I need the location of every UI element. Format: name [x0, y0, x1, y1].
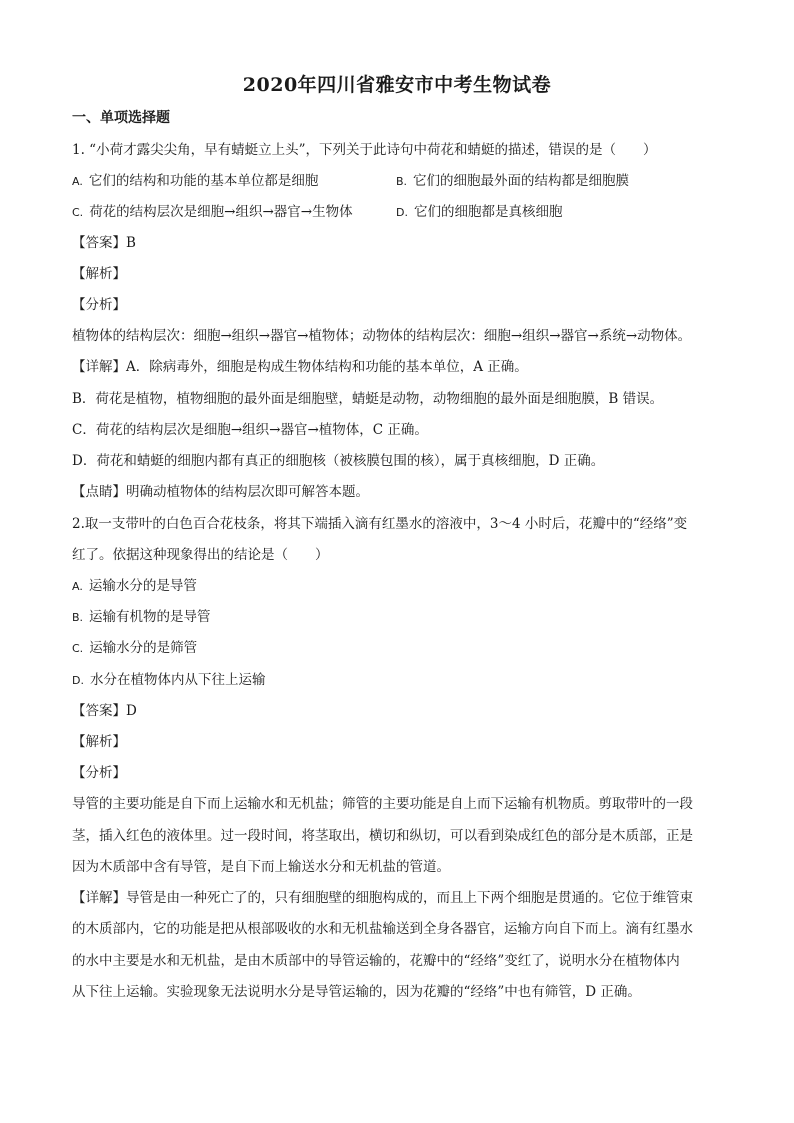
q2-option-c-letter: C.: [72, 642, 84, 655]
q2-option-d: [72, 670, 265, 691]
q1-option-b: [396, 171, 629, 192]
q1-dianjing-text: 明确动植物体的结构层次即可解答本题。: [126, 484, 369, 500]
q1-dianjing-label: 【点睛】: [72, 484, 126, 500]
q2-xiangjie-label: 【详解】: [72, 890, 126, 906]
q1-answer-value: B: [126, 235, 136, 251]
q2-option-a: [72, 576, 197, 597]
q1-xiangjie-b: B．荷花是植物，植物细胞的最外面是细胞壁，蜻蜓是动物，动物细胞的最外面是细胞膜，B 错误。: [72, 391, 664, 407]
q2-xiangjie-line-2: 的木质部内，它的功能是把从根部吸收的水和无机盐输送到全身各器官，运输方向自下而上。滴有红墨水: [72, 921, 693, 937]
q1-option-a-letter: A.: [72, 175, 83, 188]
q2-xiangjie-line-4: 从下往上运输。实验现象无法说明水分是导管运输的，因为花瓣的“经络”中也有筛管，D 正确。: [72, 984, 641, 1000]
q1-xiangjie-label: 【详解】: [72, 359, 126, 375]
q1-option-d-letter: D.: [396, 206, 408, 219]
q1-answer: [72, 233, 136, 253]
q1-fenxi-text: 植物体的结构层次：细胞→组织→器官→植物体；动物体的结构层次：细胞→组织→器官→系统→动物体。: [72, 328, 692, 344]
q2-option-b: [72, 607, 211, 628]
q2-fenxi-label: 【分析】: [72, 765, 126, 781]
q1-option-d-text: 它们的细胞都是真核细胞: [413, 204, 563, 220]
q1-dianjing: [72, 482, 369, 502]
q1-answer-label: 【答案】: [72, 235, 126, 251]
q2-option-d-letter: D.: [72, 674, 84, 687]
q2-answer-label: 【答案】: [72, 703, 126, 719]
q1-option-c-letter: C.: [72, 206, 84, 219]
q1-option-d: [396, 202, 562, 223]
q2-answer-value: D: [126, 703, 137, 719]
q2-option-c-text: 运输水分的是筛管: [89, 640, 198, 656]
q2-option-c: [72, 638, 197, 659]
page-title: 2020年四川省雅安市中考生物试卷: [242, 74, 552, 96]
q2-xiangjie-line-1: [72, 888, 693, 908]
q1-option-a: [72, 171, 318, 192]
section-heading: 一、单项选择题: [72, 110, 170, 126]
q2-xiangjie-line-1-text: 导管是由一种死亡了的，只有细胞壁的细胞构成的，而且上下两个细胞是贯通的。它位于维管束: [126, 890, 693, 906]
q1-fenxi-label: 【分析】: [72, 297, 126, 313]
q2-option-d-text: 水分在植物体内从下往上运输: [89, 672, 266, 688]
q1-option-c-text: 荷花的结构层次是细胞→组织→器官→生物体: [89, 204, 353, 220]
q1-option-c: [72, 202, 353, 223]
q2-option-b-letter: B.: [72, 611, 84, 624]
q1-option-a-text: 它们的结构和功能的基本单位都是细胞: [88, 173, 319, 189]
q2-option-a-text: 运输水分的是导管: [88, 578, 197, 594]
q2-fenxi-line-3: 因为木质部中含有导管，是自下而上输送水分和无机盐的管道。: [72, 859, 450, 875]
q1-xiangjie-a: [72, 357, 528, 377]
q2-xiangjie-line-3: 的水中主要是水和无机盐，是由木质部中的导管运输的，花瓣中的“经络”变红了，说明水分在植物体内: [72, 953, 680, 969]
q1-xiangjie-d: D．荷花和蜻蜓的细胞内都有真正的细胞核（被核膜包围的核），属于真核细胞，D 正确。: [72, 453, 605, 469]
question-2-stem-line-1: 2.取一支带叶的白色百合花枝条，将其下端插入滴有红墨水的溶液中，3～4 小时后，花瓣中的“经络”变: [72, 516, 688, 532]
q1-jiexi-label: 【解析】: [72, 266, 126, 282]
question-2-stem-line-2: 红了。依据这种现象得出的结论是（ ）: [72, 547, 329, 563]
q2-fenxi-line-1: 导管的主要功能是自下而上运输水和无机盐；筛管的主要功能是自上而下运输有机物质。剪取带叶的一段: [72, 796, 693, 812]
q1-xiangjie-c: C．荷花的结构层次是细胞→组织→器官→植物体，C 正确。: [72, 422, 428, 438]
q2-fenxi-line-2: 茎，插入红色的液体里。过一段时间，将茎取出，横切和纵切，可以看到染成红色的部分是木质部，正是: [72, 828, 693, 844]
q1-option-b-letter: B.: [396, 175, 408, 188]
q2-answer: [72, 701, 137, 721]
q1-option-b-text: 它们的细胞最外面的结构都是细胞膜: [413, 173, 630, 189]
q2-option-b-text: 运输有机物的是导管: [89, 609, 211, 625]
q2-option-a-letter: A.: [72, 580, 83, 593]
q1-xiangjie-a-text: A．除病毒外，细胞是构成生物体结构和功能的基本单位，A 正确。: [126, 359, 528, 375]
question-1-stem: 1. “小荷才露尖尖角，早有蜻蜓立上头”，下列关于此诗句中荷花和蜻蜓的描述，错误的是（ ）: [72, 142, 657, 158]
q2-jiexi-label: 【解析】: [72, 734, 126, 750]
